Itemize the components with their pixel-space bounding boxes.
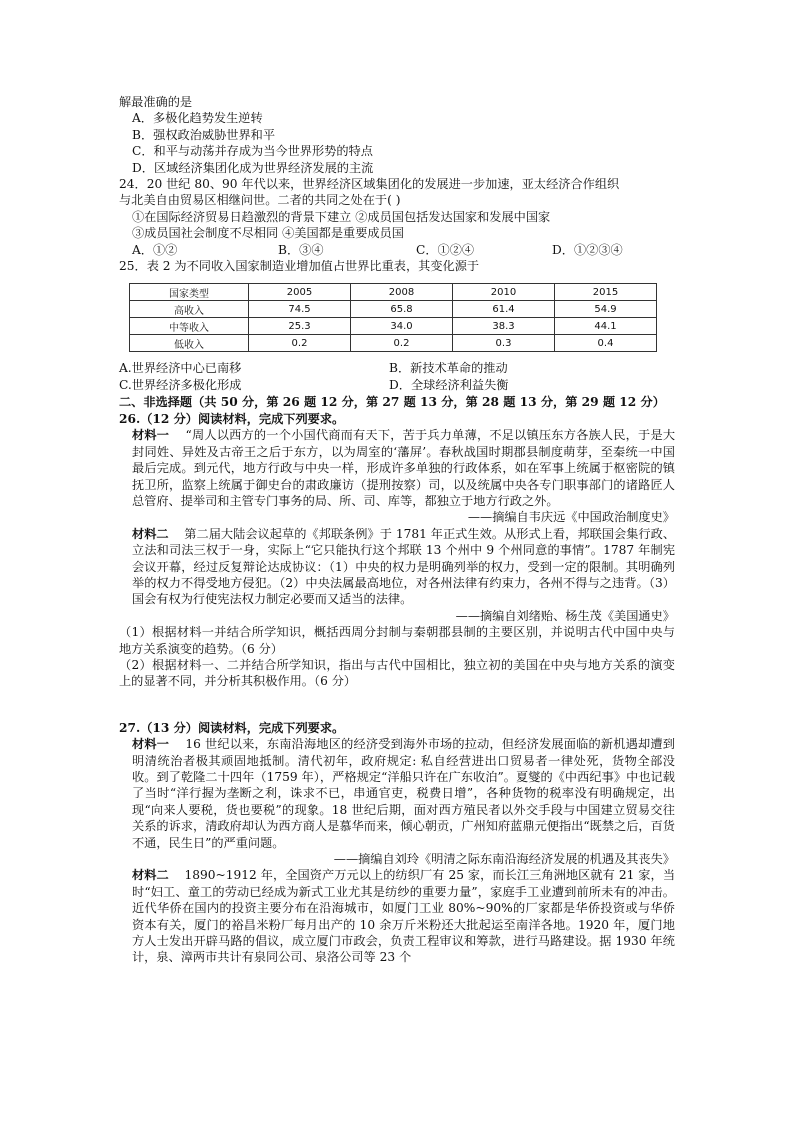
table-cell: 0.4 — [555, 335, 657, 352]
q24-stem-line1: 24．20 世纪 80、90 年代以来，世界经济区域集团化的发展进一步加速，亚太经济合作组织 — [119, 177, 620, 192]
q25-options-row2 — [119, 377, 675, 394]
table-cell: 25.3 — [249, 318, 351, 335]
q24-option-b: B．③④ — [278, 242, 324, 257]
table-cell: 74.5 — [249, 301, 351, 318]
table-header-cell: 国家类型 — [130, 284, 249, 301]
table-row — [130, 318, 657, 335]
table-header-cell: 2008 — [351, 284, 453, 301]
q25-options-row1 — [119, 360, 675, 377]
material-text: 第二届大陆会议起草的《邦联条例》于 1781 年正式生效。从形式上看，邦联国会集行政、立法和司法三权于一身，实际上“它只能执行这个邦联 13 个州中 9 个州同意的事情”。1787 年制宪会议开幕，经过反复辩论达成协议：（1）中央的权力是明确列举的权力，受到一定的限制。其明确列举的权力不得受地方侵犯。（2）中央法属最高地位，对各州法律有约束力，各州不得与之违背。（3）国会有权为行使宪法权力制定必要而又适当的法律。 — [132, 526, 676, 607]
material-label: 材料二 — [132, 868, 169, 883]
q23-lead: 解最准确的是 — [119, 95, 193, 109]
q25-stem: 25．表 2 为不同收入国家制造业增加值占世界比重表，其变化源于 — [119, 259, 480, 274]
table-header-cell: 2005 — [249, 284, 351, 301]
material-text: “周人以西方的一个小国代商而有天下，苦于兵力单薄，不足以镇压东方各族人民，于是大封同姓、异姓及古帝王之后于东方，以为周室的‘藩屏’。春秋战国时期郡县制度萌芽，至秦统一中国最后完成。到元代，地方行政与中央一样，形成许多单独的行政体系，如在军事上统属于枢密院的镇抚卫所，监察上统属于御史台的肃政廉访（提刑按察）司，以及统属中央各专门职事部门的诸路匠人总管府、提举司和主管专门事务的局、所、司、库等，都独立于地方行政之外。 — [132, 428, 676, 508]
q25-table — [129, 283, 657, 352]
table-row — [130, 301, 657, 318]
table-cell: 高收入 — [130, 301, 249, 318]
q24-option-d: D．①②③④ — [552, 242, 623, 257]
material-label: 材料一 — [132, 428, 170, 443]
q27-material-1-source: ——摘编自刘玲《明清之际东南沿海经济发展的机遇及其丧失》 — [333, 852, 675, 867]
q26-material-1-source: ——摘编自韦庆远《中国政治制度史》 — [467, 510, 675, 525]
table-cell: 65.8 — [351, 301, 453, 318]
q25-option-d: D．全球经济利益失衡 — [389, 378, 509, 393]
q23-option-c: C．和平与动荡并存成为当今世界形势的特点 — [132, 144, 373, 159]
q23-option-d: D．区域经济集团化成为世界经济发展的主流 — [132, 160, 374, 175]
table-cell: 低收入 — [130, 335, 249, 352]
q24-option-a: A．①② — [132, 242, 178, 257]
q24-option-c: C．①②④ — [416, 242, 475, 257]
q27-title: 27.（13 分）阅读材料，完成下列要求。 — [119, 720, 345, 735]
table-cell: 0.2 — [351, 335, 453, 352]
table-cell: 38.3 — [453, 318, 555, 335]
q23-option-a: A．多极化趋势发生逆转 — [132, 111, 263, 126]
material-text: 16 世纪以来，东南沿海地区的经济受到海外市场的拉动，但经济发展面临的新机遇却遭到明清统治者极其顽固地抵制。清代初年，政府规定: 私自经营进出口贸易者一律处死，货物全部没收。到了乾隆二十四年（1759 年），严格规定“洋船只许在广东收泊”。夏燮的《中西纪事》中也记载了当时“洋行握为垄断之利，诛求不已，串通官吏，税费日增”，各种货物的税率没有明确规定，出现“向来人要税，货也要税”的现象。18 世纪后期，面对西方殖民者以外交手段与中国建立贸易交往关系的诉求，清政府却认为西方商人是慕华而来，倾心朝贡，广州知府蓝鼎元便指出“既禁之后，百货不通，民生日”的严重问题。 — [132, 737, 675, 850]
material-text: 1890~1912 年，全国资产万元以上的纺织厂有 25 家，而长江三角洲地区就有 21 家，当时“妇工、童工的劳动已经成为新式工业尤其是纺纱的重要力量”，家庭手工业遭到前所未有的冲击。近代华侨在国内的投资主要分布在沿海城市，如厦门工业 80%~90%的厂家都是华侨投资或与华侨资本有关，厦门的裕昌米粉厂每月出产的 10 余万斤米粉还大批起运至南洋各地。1920 年，厦门地方人士发出开辟马路的倡议，成立厦门市政会，负责工程审议和筹款，进行马路建设。据 1930 年统计，泉、漳两市共计有泉同公司、泉洛公司等 23 个 — [132, 868, 676, 965]
table-cell: 34.0 — [351, 318, 453, 335]
table-cell: 44.1 — [555, 318, 657, 335]
q25-option-a: A.世界经济中心已南移 — [119, 361, 242, 376]
q27-material-2 — [119, 867, 675, 965]
table-row — [130, 335, 657, 352]
answer-space — [119, 690, 675, 720]
table-header-cell: 2015 — [555, 284, 657, 301]
table-cell: 中等收入 — [130, 318, 249, 335]
q26-material-2 — [119, 526, 675, 608]
q24-options — [119, 242, 675, 258]
table-cell: 54.9 — [555, 301, 657, 318]
table-cell: 0.2 — [249, 335, 351, 352]
q26-title: 26.（12 分）阅读材料，完成下列要求。 — [119, 411, 345, 426]
q26-material-2-source: ——摘编自刘绪贻、杨生茂《美国通史》 — [455, 608, 675, 623]
table-header-row — [130, 284, 657, 301]
q26-material-1 — [119, 427, 675, 509]
material-label: 材料一 — [132, 737, 170, 752]
section-2-header: 二、非选择题（共 50 分，第 26 题 12 分，第 27 题 13 分，第 28 题 13 分，第 29 题 12 分） — [119, 395, 665, 410]
table-cell: 61.4 — [453, 301, 555, 318]
table-header-cell: 2010 — [453, 284, 555, 301]
q26-question-2: （2）根据材料一、二并结合所学知识，指出与古代中国相比，独立初的美国在中央与地方关系的演变上的显著不同，并分析其积极作用。（6 分） — [119, 657, 675, 689]
q23-option-b: B．强权政治威胁世界和平 — [132, 127, 276, 142]
material-label: 材料二 — [132, 526, 169, 541]
q26-question-1: （1）根据材料一并结合所学知识，概括西周分封制与秦朝郡县制的主要区别，并说明古代中国中央与地方关系演变的趋势。（6 分） — [119, 625, 675, 656]
q24-stem-line2: 与北美自由贸易区相继问世。二者的共同之处在于( ) — [119, 193, 401, 208]
q25-option-b: B．新技术革命的推动 — [389, 361, 508, 376]
q25-option-c: C.世界经济多极化形成 — [119, 378, 242, 393]
exam-page — [119, 94, 675, 966]
q24-items-line2: ③成员国社会制度不尽相同 ④美国都是重要成员国 — [132, 226, 404, 241]
table-cell: 0.3 — [453, 335, 555, 352]
q27-material-1 — [119, 736, 675, 851]
q24-items-line1: ①在国际经济贸易日趋激烈的背景下建立 ②成员国包括发达国家和发展中国家 — [132, 209, 551, 224]
